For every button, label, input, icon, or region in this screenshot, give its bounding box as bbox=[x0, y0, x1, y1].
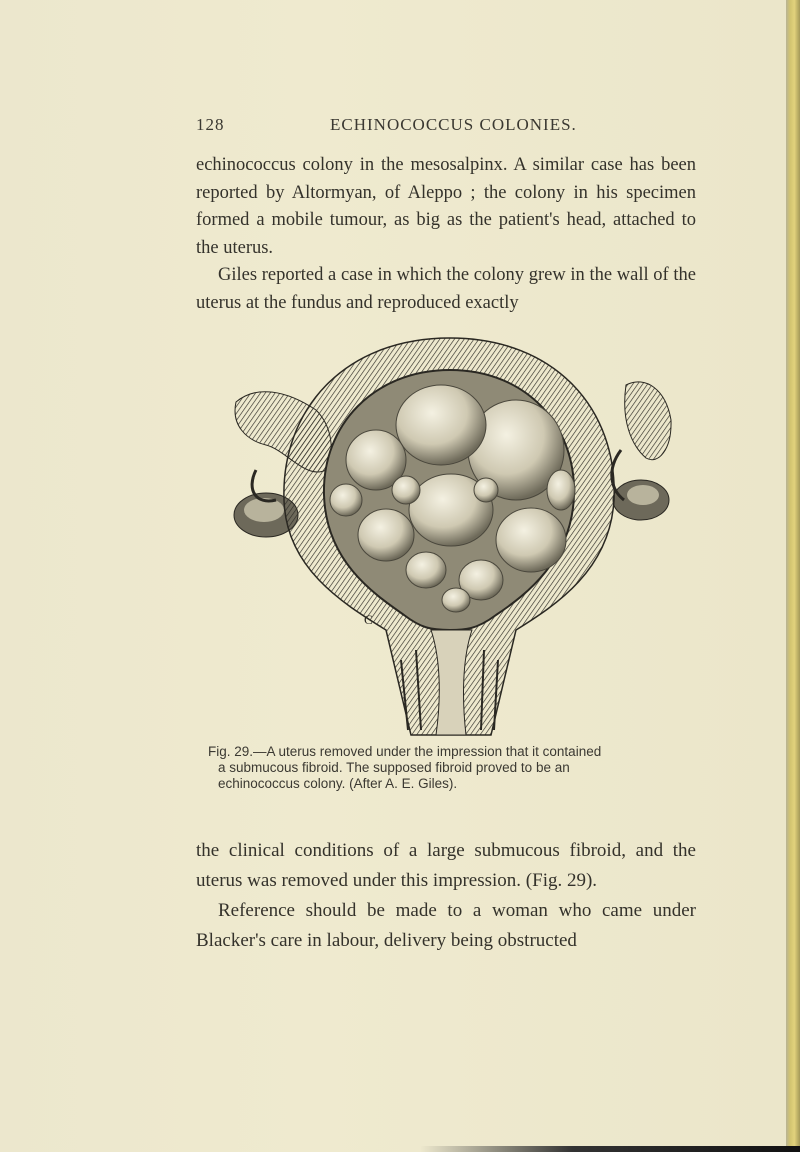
uterus-illustration bbox=[226, 330, 674, 740]
page-number: 128 bbox=[196, 115, 225, 134]
body-text-top bbox=[196, 152, 696, 317]
right-adnexa bbox=[612, 382, 671, 520]
running-title: ECHINOCOCCUS COLONIES. bbox=[330, 115, 577, 134]
paragraph: the clinical conditions of a large submucous fibroid, and the uterus was removed under this impression. (Fig. 29). bbox=[196, 840, 696, 891]
body-text-bottom bbox=[196, 836, 696, 956]
caption-line: Fig. 29.—A uterus removed under the impression that it contained bbox=[208, 744, 602, 759]
page-shadow bbox=[420, 1146, 800, 1152]
figure-label-c: C bbox=[364, 612, 373, 627]
paragraph: Reference should be made to a woman who came under Blacker's care in labour, delivery being obstructed bbox=[196, 900, 696, 951]
caption-line: echinococcus colony. (After A. E. Giles). bbox=[218, 776, 458, 791]
page-edge bbox=[786, 0, 800, 1152]
paragraph: Giles reported a case in which the colony grew in the wall of the uterus at the fundus and reproduced exactly bbox=[196, 265, 696, 313]
paragraph: echinococcus colony in the mesosalpinx. A similar case has been reported by Altormyan, of Aleppo ; the colony in his specimen formed a mobile tumour, as big as the patient's head, attached to the uterus. bbox=[196, 155, 696, 258]
figure-caption bbox=[208, 744, 704, 792]
engraving-figure bbox=[226, 330, 674, 740]
caption-line: a submucous fibroid. The supposed fibroid proved to be an bbox=[218, 760, 570, 775]
